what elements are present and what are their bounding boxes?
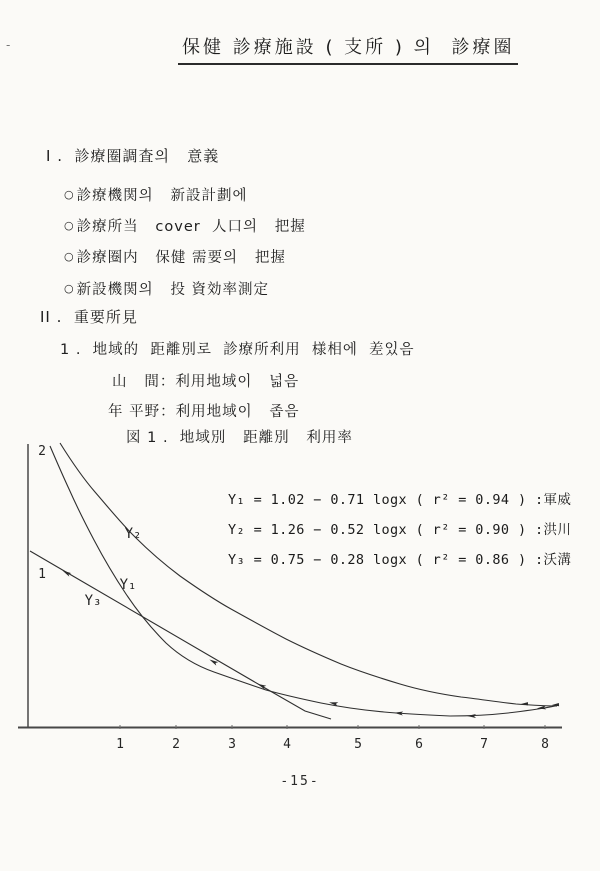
curve-y2 [60, 443, 557, 706]
x-tick-label-5: 5 [354, 737, 362, 752]
x-tick-label-2: 2 [172, 737, 180, 752]
curve-label-y2: Y₂ [124, 526, 142, 542]
page-number: -15- [280, 774, 320, 789]
bullet-circle-icon: ○ [64, 250, 75, 263]
equation-line-y3: Y₃ = 0.75 − 0.28 logx ( r² = 0.86 ) :沃溝 [228, 552, 572, 568]
margin-mark: - [6, 38, 11, 52]
bullet-circle-icon: ○ [64, 188, 75, 201]
section-1-heading: I . 診療圈調査의 意義 [46, 147, 220, 165]
x-tick-label-7: 7 [480, 737, 488, 752]
mountain-line: 山 間：利用地域이 넓음 [112, 374, 300, 390]
bullet-item [64, 215, 306, 236]
x-tick-label-1: 1 [116, 737, 124, 752]
bullet-item [64, 278, 269, 299]
bullet-item [64, 246, 286, 267]
bullet-text: 診療所当 cover 人口의 把握 [76, 219, 306, 235]
curve-label-y1: Y₁ [119, 577, 137, 593]
x-tick-label-3: 3 [228, 737, 236, 752]
bullet-item [64, 184, 247, 205]
bullet-text: 診療機関의 新設計劃에 [76, 188, 248, 204]
x-tick-label-6: 6 [415, 737, 423, 752]
x-tick-label-4: 4 [283, 737, 291, 752]
equation-line-y2: Y₂ = 1.26 − 0.52 logx ( r² = 0.90 ) :洪川 [228, 522, 572, 538]
figure-caption: 図 1 . 地域別 距離別 利用率 [126, 430, 353, 446]
plain-line: 年 平野：利用地域이 좁음 [108, 404, 300, 420]
bullet-circle-icon: ○ [64, 282, 75, 295]
data-marker-icon [208, 658, 218, 666]
bullet-circle-icon: ○ [64, 219, 75, 232]
figure-chart [0, 430, 600, 771]
x-tick-label-8: 8 [541, 737, 549, 752]
curve-label-y3: Y₃ [84, 593, 102, 609]
bullet-text: 診療圈内 保健 需要의 把握 [76, 250, 286, 266]
bullet-text: 新設機関의 投 資効率測定 [76, 282, 270, 298]
y-tick-label-1: 1 [38, 567, 46, 582]
y-tick-label-2: 2 [38, 444, 46, 459]
page-title: 保健 診療施設 ( 支所 ) 의 診療圈 [178, 33, 518, 65]
section-2-heading: II . 重要所見 [40, 308, 138, 326]
equation-line-y1: Y₁ = 1.02 − 0.71 logx ( r² = 0.94 ) :軍威 [228, 492, 572, 508]
finding-item-1: 1 . 地域的 距離別로 診療所利用 様相에 差있음 [60, 342, 415, 358]
